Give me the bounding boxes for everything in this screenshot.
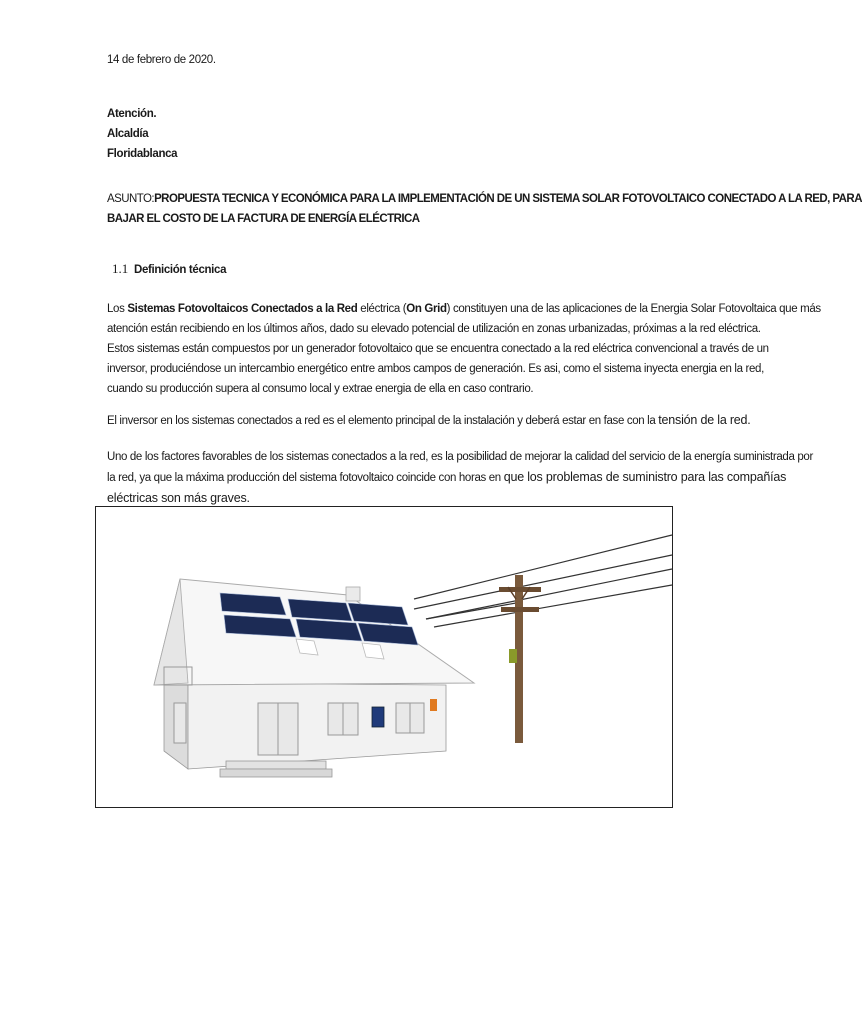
p3-line2a: la red, ya que la máxima producción del sistema fotovoltaico coincide con horas en (107, 472, 504, 484)
p1-bold-term: Sistemas Fotovoltaicos Conectados a la Red (127, 303, 358, 315)
recipient-line-city: Floridablanca (107, 148, 178, 160)
recipient-line-office: Alcaldía (107, 128, 149, 140)
utility-pole (499, 575, 541, 743)
paragraph1-line-4: inversor, produciéndose un intercambio energético entre ambos campos de generación. Es asi, como el sistema inyecta energia en la red, (107, 363, 764, 375)
section-number: 1.1 (112, 261, 129, 276)
paragraph2-line-1 (107, 410, 751, 431)
p1-on-grid: On Grid (406, 303, 447, 315)
house-grid-svg (96, 507, 672, 807)
paragraph3-line-2 (107, 467, 787, 488)
paragraph1-line-2: atención están recibiendo en los últimos años, dado su elevado potencial de utilización en zonas urbanizadas, próximas a la red eléctrica. (107, 323, 761, 335)
house-solar-illustration (95, 506, 673, 808)
paragraph1-line-5: cuando su producción supera al consumo local y extrae energia de ella en caso contrario. (107, 383, 534, 395)
subject-block (107, 189, 862, 229)
paragraph3-line-3: eléctricas son más graves. (107, 491, 250, 505)
house (154, 579, 474, 777)
subject-label: ASUNTO: (107, 193, 155, 205)
subject-line-2: BAJAR EL COSTO DE LA FACTURA DE ENERGÍA ELÉCTRICA (107, 213, 420, 225)
paragraph1-line-3: Estos sistemas están compuestos por un generador fotovoltaico que se encuentra conectado a la red eléctrica convencional a través de un (107, 343, 769, 355)
paragraph3-line-1: Uno de los factores favorables de los sistemas conectados a la red, es la posibilidad de mejorar la calidad del servicio de la energía suministrada por (107, 451, 813, 463)
recipient-line-attention: Atención. (107, 108, 157, 120)
p1-prefix: Los (107, 303, 128, 315)
power-lines (414, 535, 672, 627)
paragraph-inverter (107, 410, 751, 431)
paragraph-advantages (107, 447, 813, 508)
section-title: Definición técnica (134, 264, 227, 276)
letter-date: 14 de febrero de 2020. (107, 54, 216, 66)
subject-line-1 (107, 189, 862, 209)
p1-rest: ) constituyen una de las aplicaciones de la Energia Solar Fotovoltaica que más (446, 303, 821, 315)
p3-line2b: que los problemas de suministro para las compañías (503, 470, 787, 484)
p1-mid: eléctrica ( (357, 303, 407, 315)
p2-text: El inversor en los sistemas conectados a red es el elemento principal de la instalación y deberá estar en fase con la (107, 415, 659, 427)
paragraph-definition (107, 299, 821, 399)
p2-tail: tensión de la red. (658, 413, 751, 427)
recipient-block (107, 104, 177, 164)
paragraph1-line-1 (107, 299, 821, 319)
subject-text-1: PROPUESTA TECNICA Y ECONÓMICA PARA LA IMPLEMENTACIÓN DE UN SISTEMA SOLAR FOTOVOLTAICO CONECTADO A LA RED, PARA (154, 193, 862, 205)
